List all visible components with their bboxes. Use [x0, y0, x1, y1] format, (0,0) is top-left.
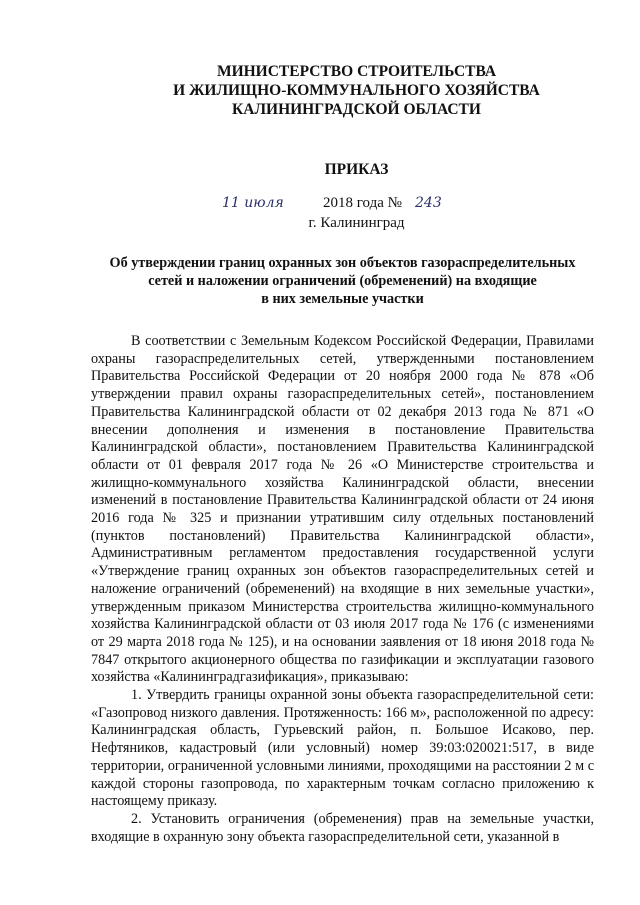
document-type: ПРИКАЗ [324, 161, 389, 178]
subject-line-1: Об утверждении границ охранных зон объектов газораспределительных [109, 255, 576, 271]
handwritten-date: 11 июля [222, 195, 284, 211]
ministry-line-1: МИНИСТЕРСТВО СТРОИТЕЛЬСТВА [216, 63, 497, 80]
handwritten-number: 243 [415, 195, 442, 211]
date-line [91, 195, 594, 215]
ministry-line-3: КАЛИНИНГРАДСКОЙ ОБЛАСТИ [232, 101, 481, 118]
item-2-paragraph: 2. Установить ограничения (обременения) прав на земельные участки, входящие в охранную зону объекта газораспределительной сети, указанной в [91, 810, 594, 845]
preamble-paragraph: В соответствии с Земельным Кодексом Российской Федерации, Правилами охраны газораспределительных сетей, утвержденными постановлением Правительства Российской Федерации от 20 ноября 2000 года № 878 «Об утверждении правил охраны газораспределительных сетей», постановлением Правительства Калининградской области от 02 декабря 2013 года № 871 «О внесении дополнения и изменения в постановление Правительства Калининградской области», постановлением Правительства Калининградской области от 01 февраля 2017 года № 26 «О Министерстве строительства и жилищно-коммунального хозяйства Калининградской области, внесении изменений в постановление Правительства Калининградской области от 24 июня 2016 года № 325 и признании утратившим силу отдельных постановлений (пунктов постановлений) Правительства Калининградской области», Административным регламентом предоставления государственной услуги «Утверждение границ охранных зон объектов газораспределительных сетей и наложение ограничений (обременений) на входящие в них земельные участки», утвержденным приказом Министерства строительства жилищно-коммунального хозяйства Калининградской области от 03 июля 2017 года № 176 (с изменениями от 29 марта 2018 года № 125), и на основании заявления от 18 июня 2018 года № 7847 открытого акционерного общества по газификации и эксплуатации газового хозяйства «Калининградгазификация», приказываю: [91, 333, 594, 686]
printed-date: 2018 года № [323, 195, 402, 211]
item-1-paragraph: 1. Утвердить границы охранной зоны объекта газораспределительной сети: «Газопровод низкого давления. Протяженность: 166 м», расположенной по адресу: Калининградская область, Гурьевский район, п. Большое Исаково, пер. Нефтяников, кадастровый (или условный) номер 39:03:020021:517, в виде территории, ограниченной условными линиями, проходящими на расстоянии 2 м с каждой стороны газопровода, по характерным точкам согласно приложению к настоящему приказу. [91, 687, 594, 810]
city: г. Калининград [308, 215, 405, 231]
ministry-line-2: И ЖИЛИЩНО-КОММУНАЛЬНОГО ХОЗЯЙСТВА [173, 82, 540, 99]
subject-line-3: в них земельные участки [261, 291, 424, 307]
order-body [91, 333, 594, 846]
order-subject [91, 254, 594, 308]
ministry-heading [119, 62, 594, 119]
subject-line-2: сетей и наложении ограничений (обременений) на входящие [148, 273, 537, 289]
